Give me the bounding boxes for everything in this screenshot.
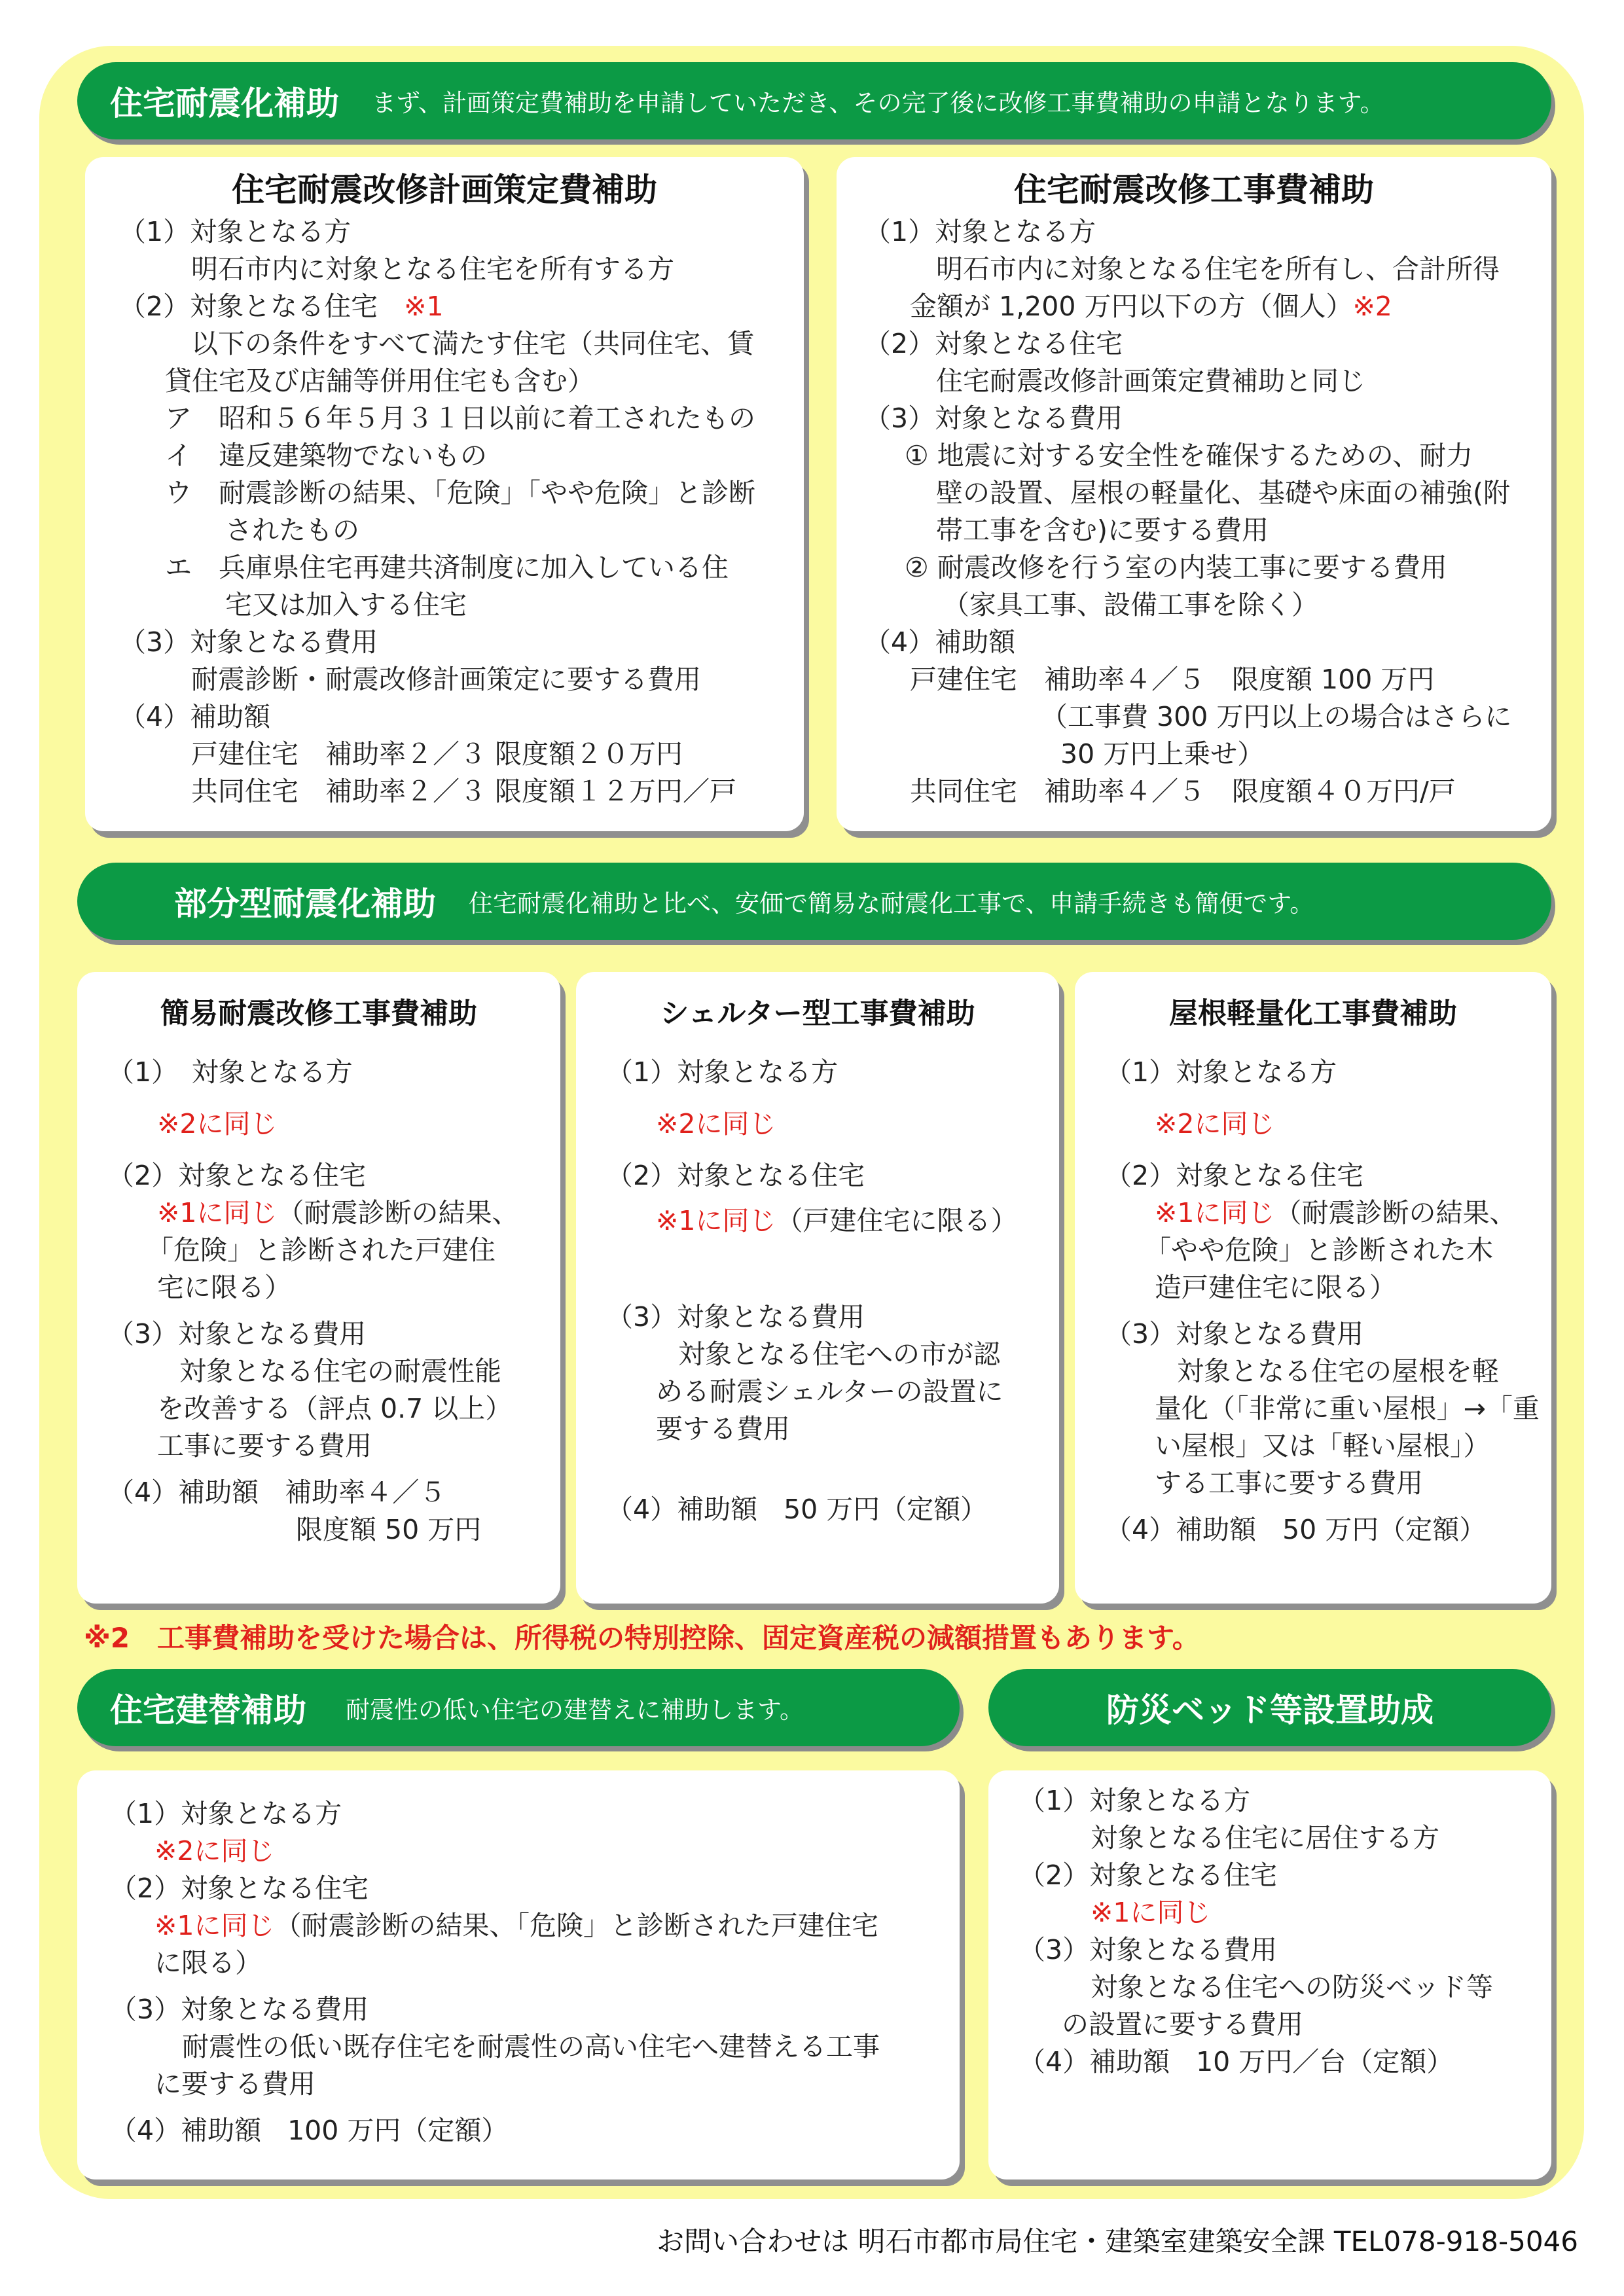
line: 以下の条件をすべて満たす住宅（共同住宅、賃 [191,328,755,359]
line: （2）対象となる住宅 ※1 [119,291,444,322]
line: （4）補助額 10 万円／台（定額） [1019,2046,1454,2077]
line: （4）補助額 50 万円（定額） [606,1494,988,1525]
box-heading: 住宅耐震改修工事費補助 [1014,171,1374,209]
rebuild-box [77,1770,960,2179]
section-bar-partial-seismic [77,863,1551,940]
shelter-box [576,972,1059,1604]
line: 住宅耐震改修計画策定費補助と同じ [936,365,1365,397]
line: に限る） [154,1947,262,1979]
line: （工事費 300 万円以上の場合はさらに [1041,701,1512,732]
box-body [110,1795,880,2149]
line: （1）対象となる方 [606,1056,839,1088]
line: 共同住宅 補助率２／３ 限度額１２万円／戸 [191,776,737,807]
line: 貸住宅及び店舗等併用住宅も含む） [165,365,594,397]
line: されたもの [225,514,359,546]
line: ※1に同じ（戸建住宅に限る） [656,1205,1018,1236]
line: 耐震性の低い既存住宅を耐震性の高い住宅へ建替える工事 [182,2031,880,2062]
footnote-tax: ※2 工事費補助を受けた場合は、所得税の特別控除、固定資産税の減額措置もあります。 [84,1622,1200,1654]
contact-info: お問い合わせは 明石市都市局住宅・建築室建築安全課 TEL078-918-5046 [657,2225,1578,2257]
line: 戸建住宅 補助率４／５ 限度額 100 万円 [910,664,1435,695]
line: ① 地震に対する安全性を確保するための、耐力 [905,440,1473,471]
section-title: 住宅建替補助 [110,1691,306,1729]
line: （1）対象となる方 [1105,1056,1337,1088]
line: （3）対象となる費用 [1019,1934,1278,1965]
line: める耐震シェルターの設置に [656,1376,1003,1407]
line: イ 違反建築物でないもの [165,440,487,471]
line: （4）補助額 補助率４／５ [107,1477,446,1508]
section-bar-disaster-bed [988,1669,1551,1746]
line: 要する費用 [656,1413,790,1444]
line: い屋根」又は「軽い屋根」） [1155,1430,1490,1462]
line: ※1に同じ [1091,1897,1211,1928]
line: 造戸建住宅に限る） [1155,1272,1396,1303]
line: 金額が 1,200 万円以下の方（個人）※2 [910,291,1392,322]
box-heading: 住宅耐震改修計画策定費補助 [232,171,657,209]
line: 対象となる住宅の耐震性能 [179,1355,501,1387]
box-body [606,1054,1017,1528]
line: （2）対象となる住宅 [107,1160,367,1191]
line: （1）対象となる方 [110,1798,342,1829]
line: ウ 耐震診断の結果、「危険」「やや危険」と診断 [165,477,755,509]
line: 「危険」と診断された戸建住 [147,1234,496,1266]
line: ② 耐震改修を行う室の内装工事に要する費用 [905,552,1447,583]
line: 30 万円上乗せ） [1060,738,1265,770]
simple-retrofit-box [77,972,560,1604]
line: ※2に同じ [1155,1108,1275,1139]
line: を改善する（評点 0.7 以上） [157,1393,513,1424]
line: ※2に同じ [154,1835,275,1867]
box-heading: シェルター型工事費補助 [660,997,975,1030]
line: （3）対象となる費用 [119,626,378,658]
line: 耐震診断・耐震改修計画策定に要する費用 [191,664,701,695]
section-title: 防災ベッド等設置助成 [1106,1691,1434,1729]
box-heading: 屋根軽量化工事費補助 [1169,997,1457,1030]
line: 明石市内に対象となる住宅を所有する方 [191,253,674,285]
line: （2）対象となる住宅 [1105,1160,1364,1191]
line: 対象となる住宅の屋根を軽 [1177,1355,1499,1387]
line: の設置に要する費用 [1062,2009,1303,2040]
work-subsidy-box [837,157,1551,831]
line: 対象となる住宅への市が認 [678,1338,1000,1370]
box-body [107,1054,518,1549]
line: （4）補助額 50 万円（定額） [1105,1514,1487,1545]
line: に要する費用 [154,2068,316,2100]
section-title: 部分型耐震化補助 [174,885,436,923]
line: （1）対象となる方 [1019,1785,1251,1816]
section-title: 住宅耐震化補助 [110,84,339,122]
line: ア 昭和５６年５月３１日以前に着工されたもの [165,403,755,434]
line: ※2に同じ [656,1108,776,1139]
line: ※2に同じ [157,1108,278,1139]
line: （3）対象となる費用 [606,1301,865,1333]
section-subtitle: 耐震性の低い住宅の建替えに補助します。 [346,1696,804,1724]
box-body [1019,1782,1493,2081]
section-bar-rebuild [77,1669,960,1746]
box-body [864,213,1511,810]
line: エ 兵庫県住宅再建共済制度に加入している住 [165,552,729,583]
line: （3）対象となる費用 [864,403,1123,434]
line: （2）対象となる住宅 [110,1873,369,1904]
box-body [1105,1054,1540,1549]
line: （2）対象となる住宅 [1019,1859,1278,1891]
line: （3）対象となる費用 [1105,1318,1364,1350]
line: 「やや危険」と診断された木 [1144,1234,1493,1266]
line: （家具工事、設備工事を除く） [943,589,1318,620]
box-heading: 簡易耐震改修工事費補助 [160,997,477,1030]
section-subtitle: まず、計画策定費補助を申請していただき、その完了後に改修工事費補助の申請となります。 [372,89,1384,117]
line: 戸建住宅 補助率２／３ 限度額２０万円 [191,738,683,770]
line: 明石市内に対象となる住宅を所有し、合計所得 [936,253,1500,285]
line: 工事に要する費用 [157,1430,372,1462]
line: 共同住宅 補助率４／５ 限度額４０万円/戸 [910,776,1456,807]
line: 限度額 50 万円 [296,1514,482,1545]
line: （2）対象となる住宅 [606,1160,865,1191]
line: 対象となる住宅に居住する方 [1091,1822,1439,1854]
line: 壁の設置、屋根の軽量化、基礎や床面の補強(附 [936,477,1510,509]
line: （3）対象となる費用 [110,1994,369,2025]
line: （4）補助額 100 万円（定額） [110,2115,509,2146]
line: （1）対象となる方 [119,216,352,247]
section-bar-housing-seismic [77,62,1551,139]
box-body [119,213,755,810]
line: （1） 対象となる方 [107,1056,353,1088]
line: ※1に同じ（耐震診断の結果、 [157,1197,519,1229]
note-mark: ※1 [404,291,444,322]
line: ※1に同じ（耐震診断の結果、 [1155,1197,1517,1229]
line: 対象となる住宅への防災ベッド等 [1091,1971,1493,2003]
line: 宅に限る） [157,1272,291,1303]
line: （4）補助額 [119,701,271,732]
line: （2）対象となる住宅 [864,328,1123,359]
line: 宅又は加入する住宅 [225,589,467,620]
section-subtitle: 住宅耐震化補助と比べ、安価で簡易な耐震化工事で、申請手続きも簡便です。 [469,889,1314,918]
line: 量化（「非常に重い屋根」→「重 [1155,1393,1540,1424]
line: 帯工事を含む)に要する費用 [936,514,1269,546]
disaster-bed-box [988,1770,1551,2179]
line: ※1に同じ（耐震診断の結果、「危険」と診断された戸建住宅 [154,1910,878,1941]
plan-subsidy-box [85,157,804,831]
note-mark: ※2 [1352,291,1392,322]
roof-lightening-box [1075,972,1551,1604]
line: （4）補助額 [864,626,1016,658]
line: （1）対象となる方 [864,216,1096,247]
line: する工事に要する費用 [1155,1467,1423,1499]
line: （3）対象となる費用 [107,1318,367,1350]
